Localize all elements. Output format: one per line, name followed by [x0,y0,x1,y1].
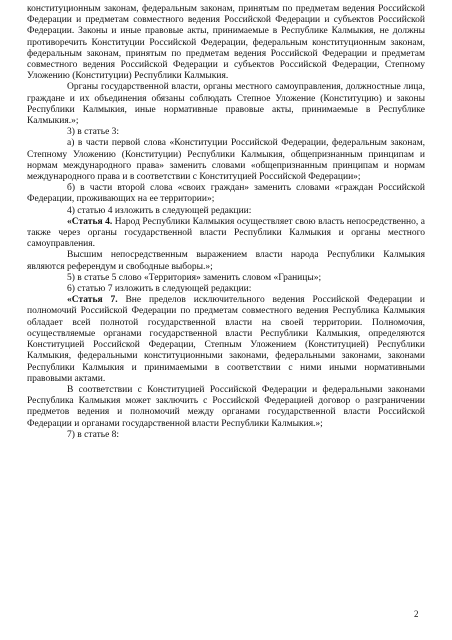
paragraph-authorities: Органы государственной власти, органы местного самоуправления, должностные лица, граждане и их объединения обязаны соблюдать Степное Уложение (Конституцию) и законы Республики Калмыкия, иные нормативные правовые акты, принимаемые в Республике Калмыкия.»; [27,82,425,127]
paragraph-article-7 [27,295,425,385]
article-7-text: Вне пределов исключительного ведения Российской Федерации и полномочий Российской Федерации по предметам совместного ведения Республика Калмыкия обладает всей полнотой государственной власти на своей территории. Полномочия, осуществляемые органами государственной власти Республики Калмыкия, определяются Конституцией Российской Федерации, Степным Уложением (Конституцией) Республики Калмыкия, федеральными конституционными законами, федеральными законами, законами Республики Калмыкия и принимаемыми в соответствии с ними иными нормативными правовыми актами. [27,295,425,384]
article-4-label: «Статья 4. [67,216,113,227]
article-7-label: «Статья 7. [67,295,118,306]
page-number: 2 [414,609,419,619]
paragraph-article-4 [27,217,425,251]
paragraph-item-6: 6) статью 7 изложить в следующей редакции: [67,284,252,295]
paragraph-article-7-part-2: В соответствии с Конституцией Российской Федерации и федеральными законами Республика Калмыкия может заключить с Российской Федерацией договор о разграничении предметов ведения и полномочий между органами государственной власти Российской Федерации и органами государственной власти Республики Калмыкия.»; [27,384,425,429]
paragraph-item-3b: б) в части второй слова «своих граждан» заменить словами «граждан Российской Федерации, проживающих на ее территории»; [27,183,425,205]
paragraph-item-7: 7) в статье 8: [67,429,120,440]
paragraph-article-4-part-2: Высшим непосредственным выражением власти народа Республики Калмыкия являются референдум и свободные выборы.»; [27,250,425,272]
paragraph-continuation: конституционным законам, федеральным законам, принятым по предметам ведения Российской Федерации и предметам совместного ведения Российской Федерации и субъектов Российской Федерации. Законы и иные правовые акты, принимаемые в Республике Калмыкия, не должны противоречить Конституции Российской Федерации, федеральным конституционным законам, федеральным законам, принятым по предметам ведения Российской Федерации и предметам совместного ведения Российской Федерации и субъектов Российской Федерации, Степному Уложению (Конституции) Республики Калмыкия. [27,4,425,82]
paragraph-item-5: 5) в статье 5 слово «Территория» заменить словом «Границы»; [67,272,322,283]
body-text [27,4,425,441]
paragraph-item-3a: а) в части первой слова «Конституции Российской Федерации, федеральным законам, Степному Уложению (Конституции) Республики Калмыкия, общепризнанным принципам и нормам международного права» заменить словами «общепризнанным принципам и нормам международного права и в соответствии с Конституцией Российской Федерации»; [27,138,425,183]
paragraph-item-3: 3) в статье 3: [67,127,120,138]
paragraph-item-4: 4) статью 4 изложить в следующей редакции: [67,205,252,216]
article-4-text: Народ Республики Калмыкия осуществляет свою власть непосредственно, а также через органы государственной власти Республики Калмыкия и органы местного самоуправления. [27,216,425,250]
